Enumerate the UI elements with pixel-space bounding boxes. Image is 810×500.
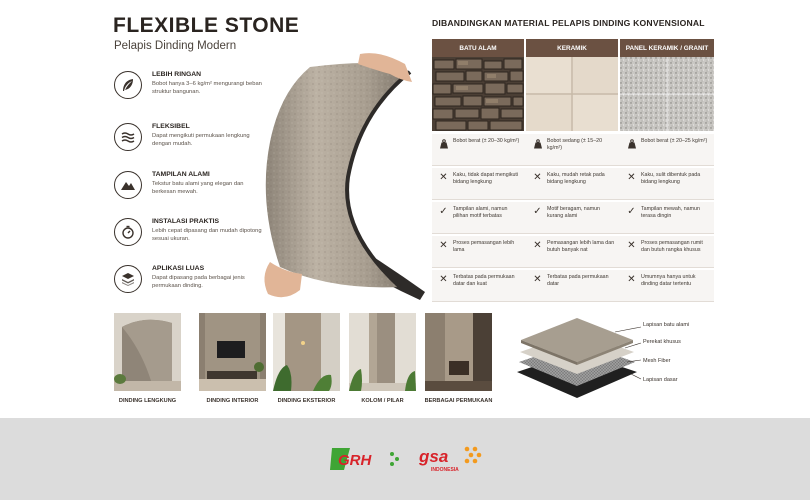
comparison-cell: ✕ Proses pemasangan lebih lama [439, 240, 515, 253]
check-icon: ✓ [533, 206, 542, 217]
feature-title: INSTALASI PRAKTIS [152, 218, 220, 225]
comparison-cell: ✕ Terbatas pada permukaan datar dan kuat [439, 274, 515, 287]
flexible-stone-sheet-image [240, 52, 430, 302]
feature-title: TAMPILAN ALAMI [152, 171, 210, 178]
various-surfaces-photo [425, 313, 492, 391]
batu-alam-swatch [432, 57, 524, 131]
comparison-cell: ✕ Umumnya hanya untuk dinding datar tertentu [627, 274, 696, 287]
column-header-panel-granit: PANEL KERAMIK / GRANIT [620, 39, 714, 57]
stopwatch-icon [114, 218, 142, 246]
grh-logo-text: GRH [338, 452, 372, 469]
layer-label-mesh-fiber: Mesh Fiber [643, 358, 671, 364]
cross-icon: ✕ [439, 274, 448, 285]
feature-title: APLIKASI LUAS [152, 265, 205, 272]
feature-title: LEBIH RINGAN [152, 71, 202, 78]
comparison-cell: ✕ Kaku, mudah retak pada bidang lengkung [533, 172, 605, 185]
cross-icon: ✕ [439, 240, 448, 251]
cross-icon: ✕ [627, 274, 636, 285]
cross-icon: ✕ [627, 240, 636, 251]
column-header-batu-alam: BATU ALAM [432, 39, 524, 57]
exterior-wall-photo [273, 313, 340, 391]
grh-logo [330, 446, 402, 472]
feather-icon [114, 71, 142, 99]
weight-icon [626, 138, 637, 149]
feature-desc: Lebih cepat dipasang dan mudah dipotong sesuai ukuran. [152, 228, 262, 242]
weight-icon [438, 138, 449, 149]
layers-icon [114, 265, 142, 293]
comparison-cell: Bobot sedang (± 15–20 kg/m²) [528, 134, 616, 166]
comparison-cell: ✓ Motif beragam, namun kurang alami [533, 206, 600, 219]
waves-icon [114, 123, 142, 151]
layer-label-base: Lapisan dasar [643, 377, 678, 383]
comparison-cell: ✕ Kaku, sulit dibentuk pada bidang lengkung [627, 172, 701, 185]
gsa-logo-subtext: INDONESIA [431, 467, 459, 473]
cross-icon: ✕ [627, 172, 636, 183]
application-label: DINDING INTERIOR [206, 398, 259, 404]
layer-label-adhesive: Perekat khusus [643, 339, 681, 345]
comparison-cell: Bobot berat (± 20–30 kg/m²) [434, 134, 522, 166]
column-pillar-photo [349, 313, 416, 391]
comparison-cell: ✕ Proses pemasangan rumit dan butuh rangka khusus [627, 240, 703, 253]
feature-title: FLEKSIBEL [152, 123, 190, 130]
footer-bar [0, 418, 810, 500]
column-header-keramik: KERAMIK [526, 39, 618, 57]
feature-desc: Tekstur batu alami yang elegan dan berkesan mewah. [152, 181, 244, 195]
comparison-cell: ✕ Pemasangan lebih lama dan butuh banyak nat [533, 240, 615, 253]
granit-swatch [620, 57, 714, 131]
mountain-icon [114, 171, 142, 199]
check-icon: ✓ [627, 206, 636, 217]
feature-desc: Dapat mengikuti permukaan lengkung dengan mudah. [152, 133, 250, 147]
gsa-logo-text: gsa [419, 447, 449, 466]
interior-wall-photo [199, 313, 266, 391]
cross-icon: ✕ [439, 172, 448, 183]
application-label: DINDING EKSTERIOR [277, 398, 336, 404]
keramik-swatch [526, 57, 618, 131]
check-icon: ✓ [439, 206, 448, 217]
comparison-cell: ✕ Terbatas pada permukaan datar [533, 274, 609, 287]
comparison-cell: ✓ Tampilan mewah, namun terasa dingin [627, 206, 700, 219]
cross-icon: ✕ [533, 172, 542, 183]
comparison-cell: ✓ Tampilan alami, namun pilihan motif terbatas [439, 206, 508, 219]
cross-icon: ✕ [533, 240, 542, 251]
page-subtitle: Pelapis Dinding Modern [114, 40, 237, 52]
curved-wall-photo [114, 313, 181, 391]
feature-desc: Dapat dipasang pada berbagai jenis permukaan dinding. [152, 275, 245, 289]
comparison-title: DIBANDINGKAN MATERIAL PELAPIS DINDING KONVENSIONAL [432, 18, 705, 28]
page-title: FLEXIBLE STONE [113, 14, 300, 37]
gsa-logo [417, 444, 485, 474]
comparison-cell: ✕ Kaku, tidak dapat mengikuti bidang lengkung [439, 172, 519, 185]
comparison-cell: Bobot berat (± 20–25 kg/m²) [622, 134, 710, 166]
cross-icon: ✕ [533, 274, 542, 285]
application-label: DINDING LENGKUNG [118, 398, 177, 404]
application-label: KOLOM / PILAR [361, 398, 404, 404]
application-label: BERBAGAI PERMUKAAN [424, 398, 493, 404]
layer-label-natural-stone: Lapisan batu alami [643, 322, 690, 328]
feature-desc: Bobot hanya 3–6 kg/m² mengurangi beban struktur bangunan. [152, 81, 262, 95]
weight-icon [532, 138, 543, 149]
layer-structure-diagram [515, 310, 645, 400]
